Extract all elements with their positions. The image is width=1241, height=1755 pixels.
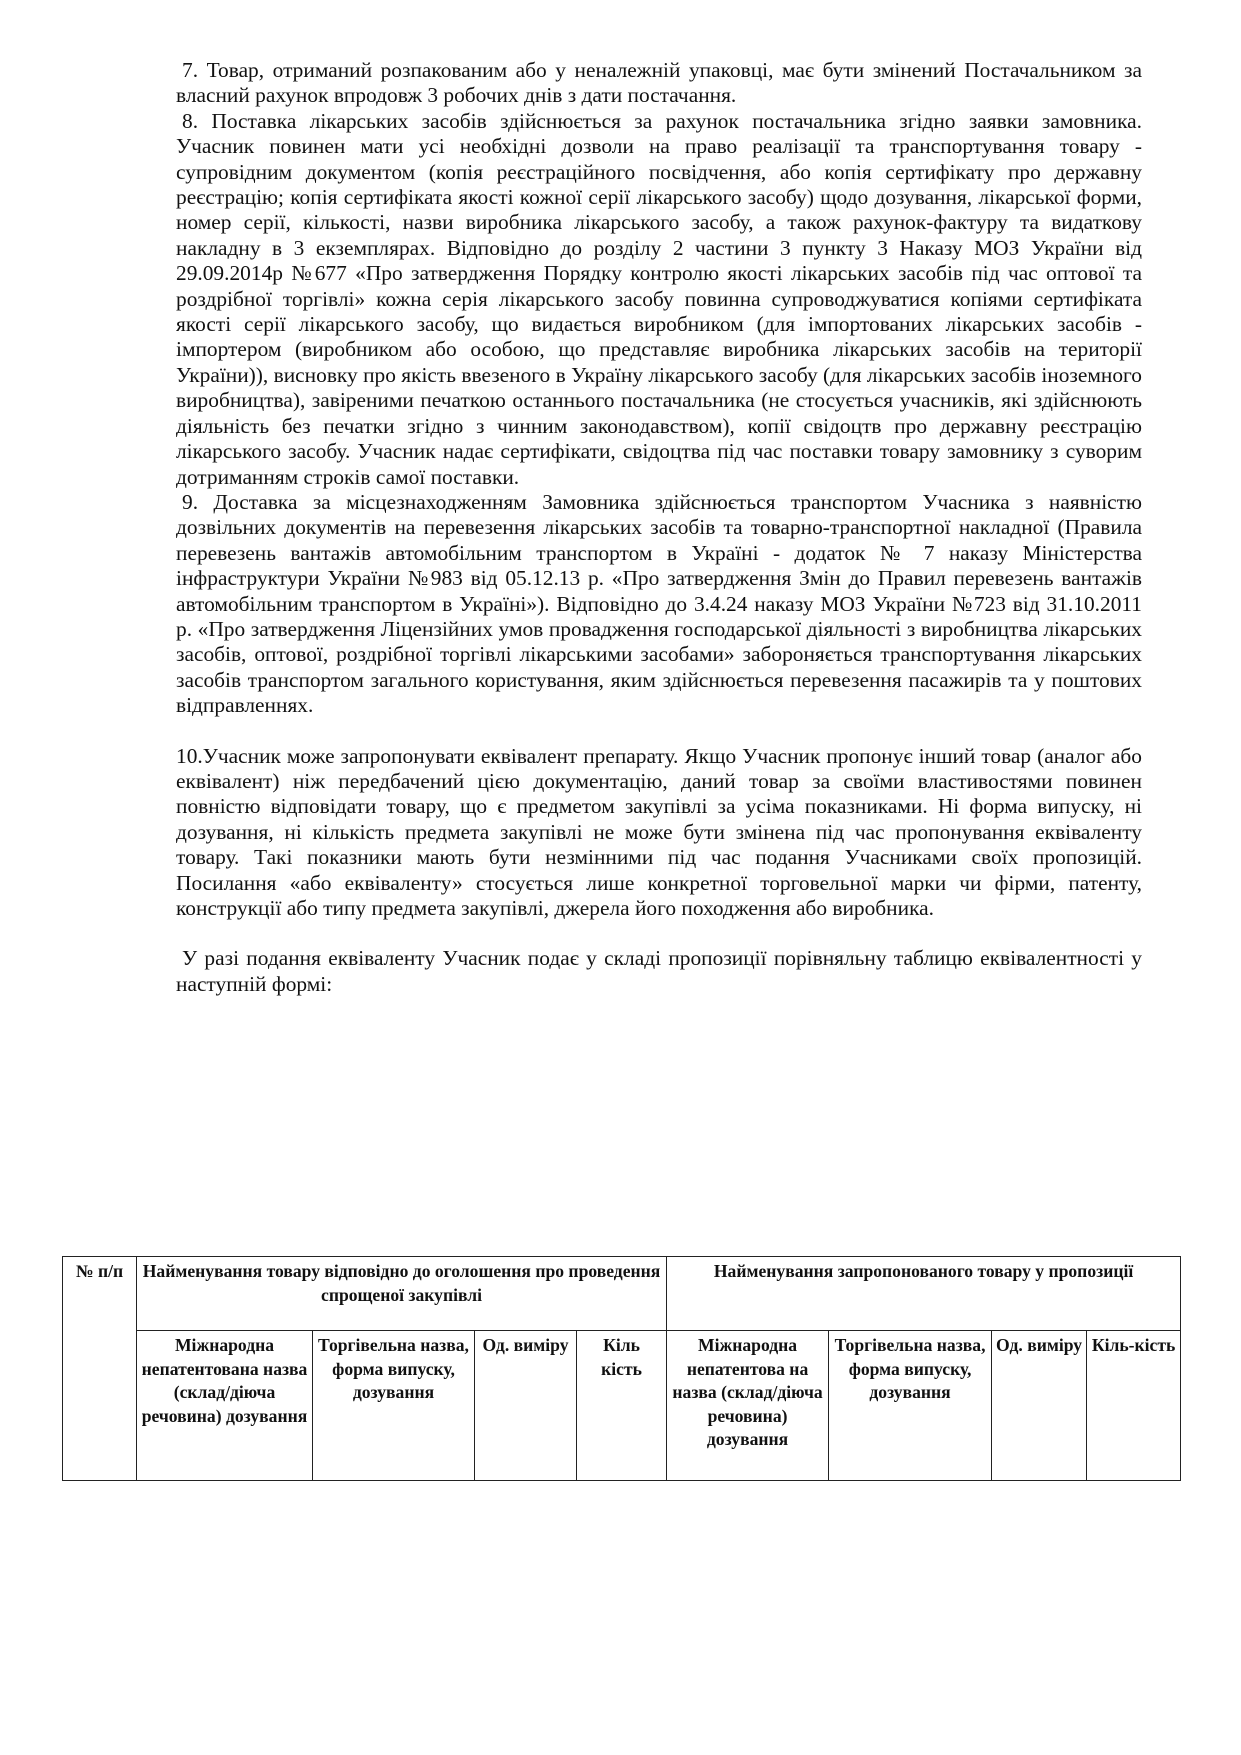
offered-goods-header: Найменування запропонованого товару у пропозиції (667, 1257, 1181, 1331)
paragraph-equivalent-intro: У разі подання еквіваленту Учасник подає у складі пропозиції порівняльну таблицю еквівалентності у наступній формі: (176, 946, 1142, 996)
paragraph-9: 9. Доставка за місцезнаходженням Замовника здійснюється транспортом Учасника з наявністю дозвільних документів на перевезення лікарських засобів та товарно-транспортної накладної (Правила перевезень вантажів автомобільним транспортом в Україні - додаток № 7 наказу Міністерства інфраструктури України №983 від 05.12.13 р. «Про затвердження Змін до Правил перевезень вантажів автомобільним транспортом в Україні»). Відповідно до 3.4.24 наказу МОЗ України №723 від 31.10.2011 р. «Про затвердження Ліцензійних умов провадження господарської діяльності з виробництва лікарських засобів, оптової, роздрібної торгівлі лікарськими засобами» забороняється транспортування лікарських засобів транспортом загального користування, яким здійснюється перевезення пасажирів та у поштових відправленнях. (176, 489, 1142, 718)
announced-trade-name-header: Торгівельна назва, форма випуску, дозування (313, 1331, 475, 1481)
announced-inn-header: Міжнародна непатентована назва (склад/діюча речовина) дозування (137, 1331, 313, 1481)
offered-unit-header: Од. виміру (992, 1331, 1087, 1481)
paragraph-7: 7. Товар, отриманий розпакованим або у неналежній упаковці, має бути змінений Постачальником за власний рахунок впродовж 3 робочих днів з дати постачання. (176, 58, 1142, 108)
announced-unit-header: Од. виміру (475, 1331, 577, 1481)
paragraph-10: 10.Учасник може запропонувати еквівалент препарату. Якщо Учасник пропонує інший товар (аналог або еквівалент) ніж передбачений цією документацію, даний товар за своїми властивостями повинен повністю відповідати товару, що є предметом закупівлі за усіма показниками. Ні форма випуску, ні дозування, ні кількість предмета закупівлі не може бути змінена під час пропонування еквіваленту товару. Такі показники мають бути незмінними під час подання Учасниками своїх пропозицій. Посилання «або еквіваленту» стосується лише конкретної торговельної марки чи фірми, патенту, конструкції або типу предмета закупівлі, джерела його походження або виробника. (176, 743, 1142, 920)
offered-trade-name-header: Торгівельна назва, форма випуску, дозування (829, 1331, 992, 1481)
announced-goods-header: Найменування товару відповідно до оголошення про проведення спрощеної закупівлі (137, 1257, 667, 1331)
col-number-header: № п/п (63, 1257, 137, 1481)
offered-quantity-header: Кіль-кість (1087, 1331, 1181, 1481)
equivalence-table (62, 1256, 1181, 1481)
paragraph-8: 8. Поставка лікарських засобів здійснюється за рахунок постачальника згідно заявки замовника. Учасник повинен мати усі необхідні дозволи на право реалізації та транспортування товару - супровідним документом (копія реєстраційного посвідчення, або копія сертифікату про державну реєстрацію; копія сертифіката якості кожної серії лікарського засобу) щодо дозування, лікарської форми, номер серії, кількості, назви виробника лікарського засобу, а також рахунок-фактуру та видаткову накладну в 3 екземплярах. Відповідно до розділу 2 частини 3 пункту 3 Наказу МОЗ України від 29.09.2014р №677 «Про затвердження Порядку контролю якості лікарських засобів під час оптової та роздрібної торгівлі» кожна серія лікарського засобу повинна супроводжуватися копіями сертифіката якості серії лікарського засобу, що видається виробником (для імпортованих лікарських засобів - імпортером (виробником або особою, що представляє виробника лікарських засобів на території України)), висновку про якість ввезеного в Україну лікарського засобу (для лікарських засобів іноземного виробництва), завіреними печаткою останнього постачальника (не стосується учасників, які здійснюють діяльність без печатки згідно з чинним законодавством), копії свідоцтв про державну реєстрацію лікарського засобу. Учасник надає сертифікати, свідоцтва під час поставки товару замовнику з суворим дотриманням строків самої поставки. (176, 108, 1142, 489)
offered-inn-header: Міжнародна непатентова на назва (склад/діюча речовина) дозування (667, 1331, 829, 1481)
body-text (176, 58, 1142, 997)
announced-quantity-header: Кіль кість (577, 1331, 667, 1481)
